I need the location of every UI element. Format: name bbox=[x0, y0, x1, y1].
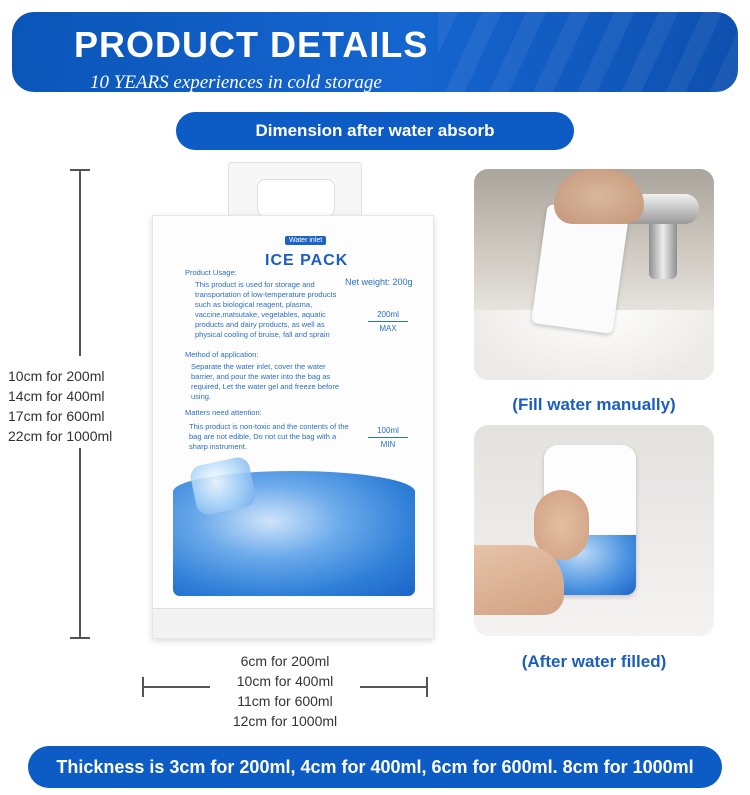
max-volume: 200ml bbox=[377, 310, 399, 319]
height-dimension-labels bbox=[8, 366, 153, 446]
inlet-cap bbox=[257, 179, 335, 217]
arm bbox=[474, 545, 564, 615]
width-dimension-cap-right bbox=[426, 677, 428, 697]
hand bbox=[554, 169, 644, 224]
width-label: 12cm for 1000ml bbox=[232, 713, 338, 729]
height-label: 14cm for 400ml bbox=[8, 388, 105, 404]
matters-text: This product is non-toxic and the contents of the bag are not edible, Do not cut the bag with a sharp instrument. bbox=[189, 422, 349, 451]
height-label: 10cm for 200ml bbox=[8, 368, 105, 384]
width-dimension-labels bbox=[160, 651, 410, 731]
filled-pack-photo bbox=[474, 425, 714, 636]
ice-pack-illustration bbox=[152, 215, 434, 639]
ice-pack-brand: ICE PACK bbox=[265, 252, 349, 269]
height-dimension-cap-bottom bbox=[70, 637, 90, 639]
header-banner bbox=[12, 12, 738, 92]
bottom-seal bbox=[153, 608, 433, 638]
max-line bbox=[368, 321, 408, 322]
method-heading: Method of application: bbox=[185, 350, 259, 359]
height-label: 17cm for 600ml bbox=[8, 408, 105, 424]
height-label: 22cm for 1000ml bbox=[8, 428, 113, 444]
fill-water-photo bbox=[474, 169, 714, 380]
faucet-base bbox=[649, 219, 677, 279]
min-line bbox=[368, 437, 408, 438]
fill-water-caption: (Fill water manually) bbox=[512, 395, 676, 414]
width-label: 11cm for 600ml bbox=[237, 693, 333, 709]
page-title: PRODUCT DETAILS bbox=[74, 24, 429, 65]
section-title-pill: Dimension after water absorb bbox=[176, 112, 574, 150]
filled-caption: (After water filled) bbox=[521, 652, 667, 671]
banner-decoration bbox=[438, 12, 738, 92]
height-dimension-cap-top bbox=[70, 169, 90, 171]
min-fill-mark bbox=[368, 426, 408, 449]
page-subtitle: 10 YEARS experiences in cold storage bbox=[90, 72, 382, 92]
max-fill-mark bbox=[368, 310, 408, 333]
method-text: Separate the water inlet, cover the water barrier, and pour the water into the bag as required, Let the water gel and freeze before using. bbox=[191, 362, 340, 401]
water-inlet-label: Water inlet bbox=[285, 236, 326, 245]
matters-heading: Matters need attention: bbox=[185, 408, 262, 417]
net-weight: Net weight: 200g bbox=[345, 277, 413, 287]
width-dimension-cap-left bbox=[142, 677, 144, 697]
width-label: 10cm for 400ml bbox=[236, 673, 334, 689]
usage-heading: Product Usage: bbox=[185, 268, 237, 277]
width-label: 6cm for 200ml bbox=[240, 653, 330, 669]
min-volume: 100ml bbox=[377, 426, 399, 435]
thickness-note-pill: Thickness is 3cm for 200ml, 4cm for 400ml, 6cm for 600ml. 8cm for 1000ml bbox=[28, 746, 722, 788]
max-label: MAX bbox=[379, 324, 397, 333]
usage-text: This product is used for storage and transportation of low-temperature products such as biological reagent, plasma, vaccine,matsutake, vegetables, aquatic products and dairy products, as well as physical cooling of bruise, fall and sprain bbox=[195, 280, 337, 339]
min-label: MIN bbox=[380, 440, 396, 449]
